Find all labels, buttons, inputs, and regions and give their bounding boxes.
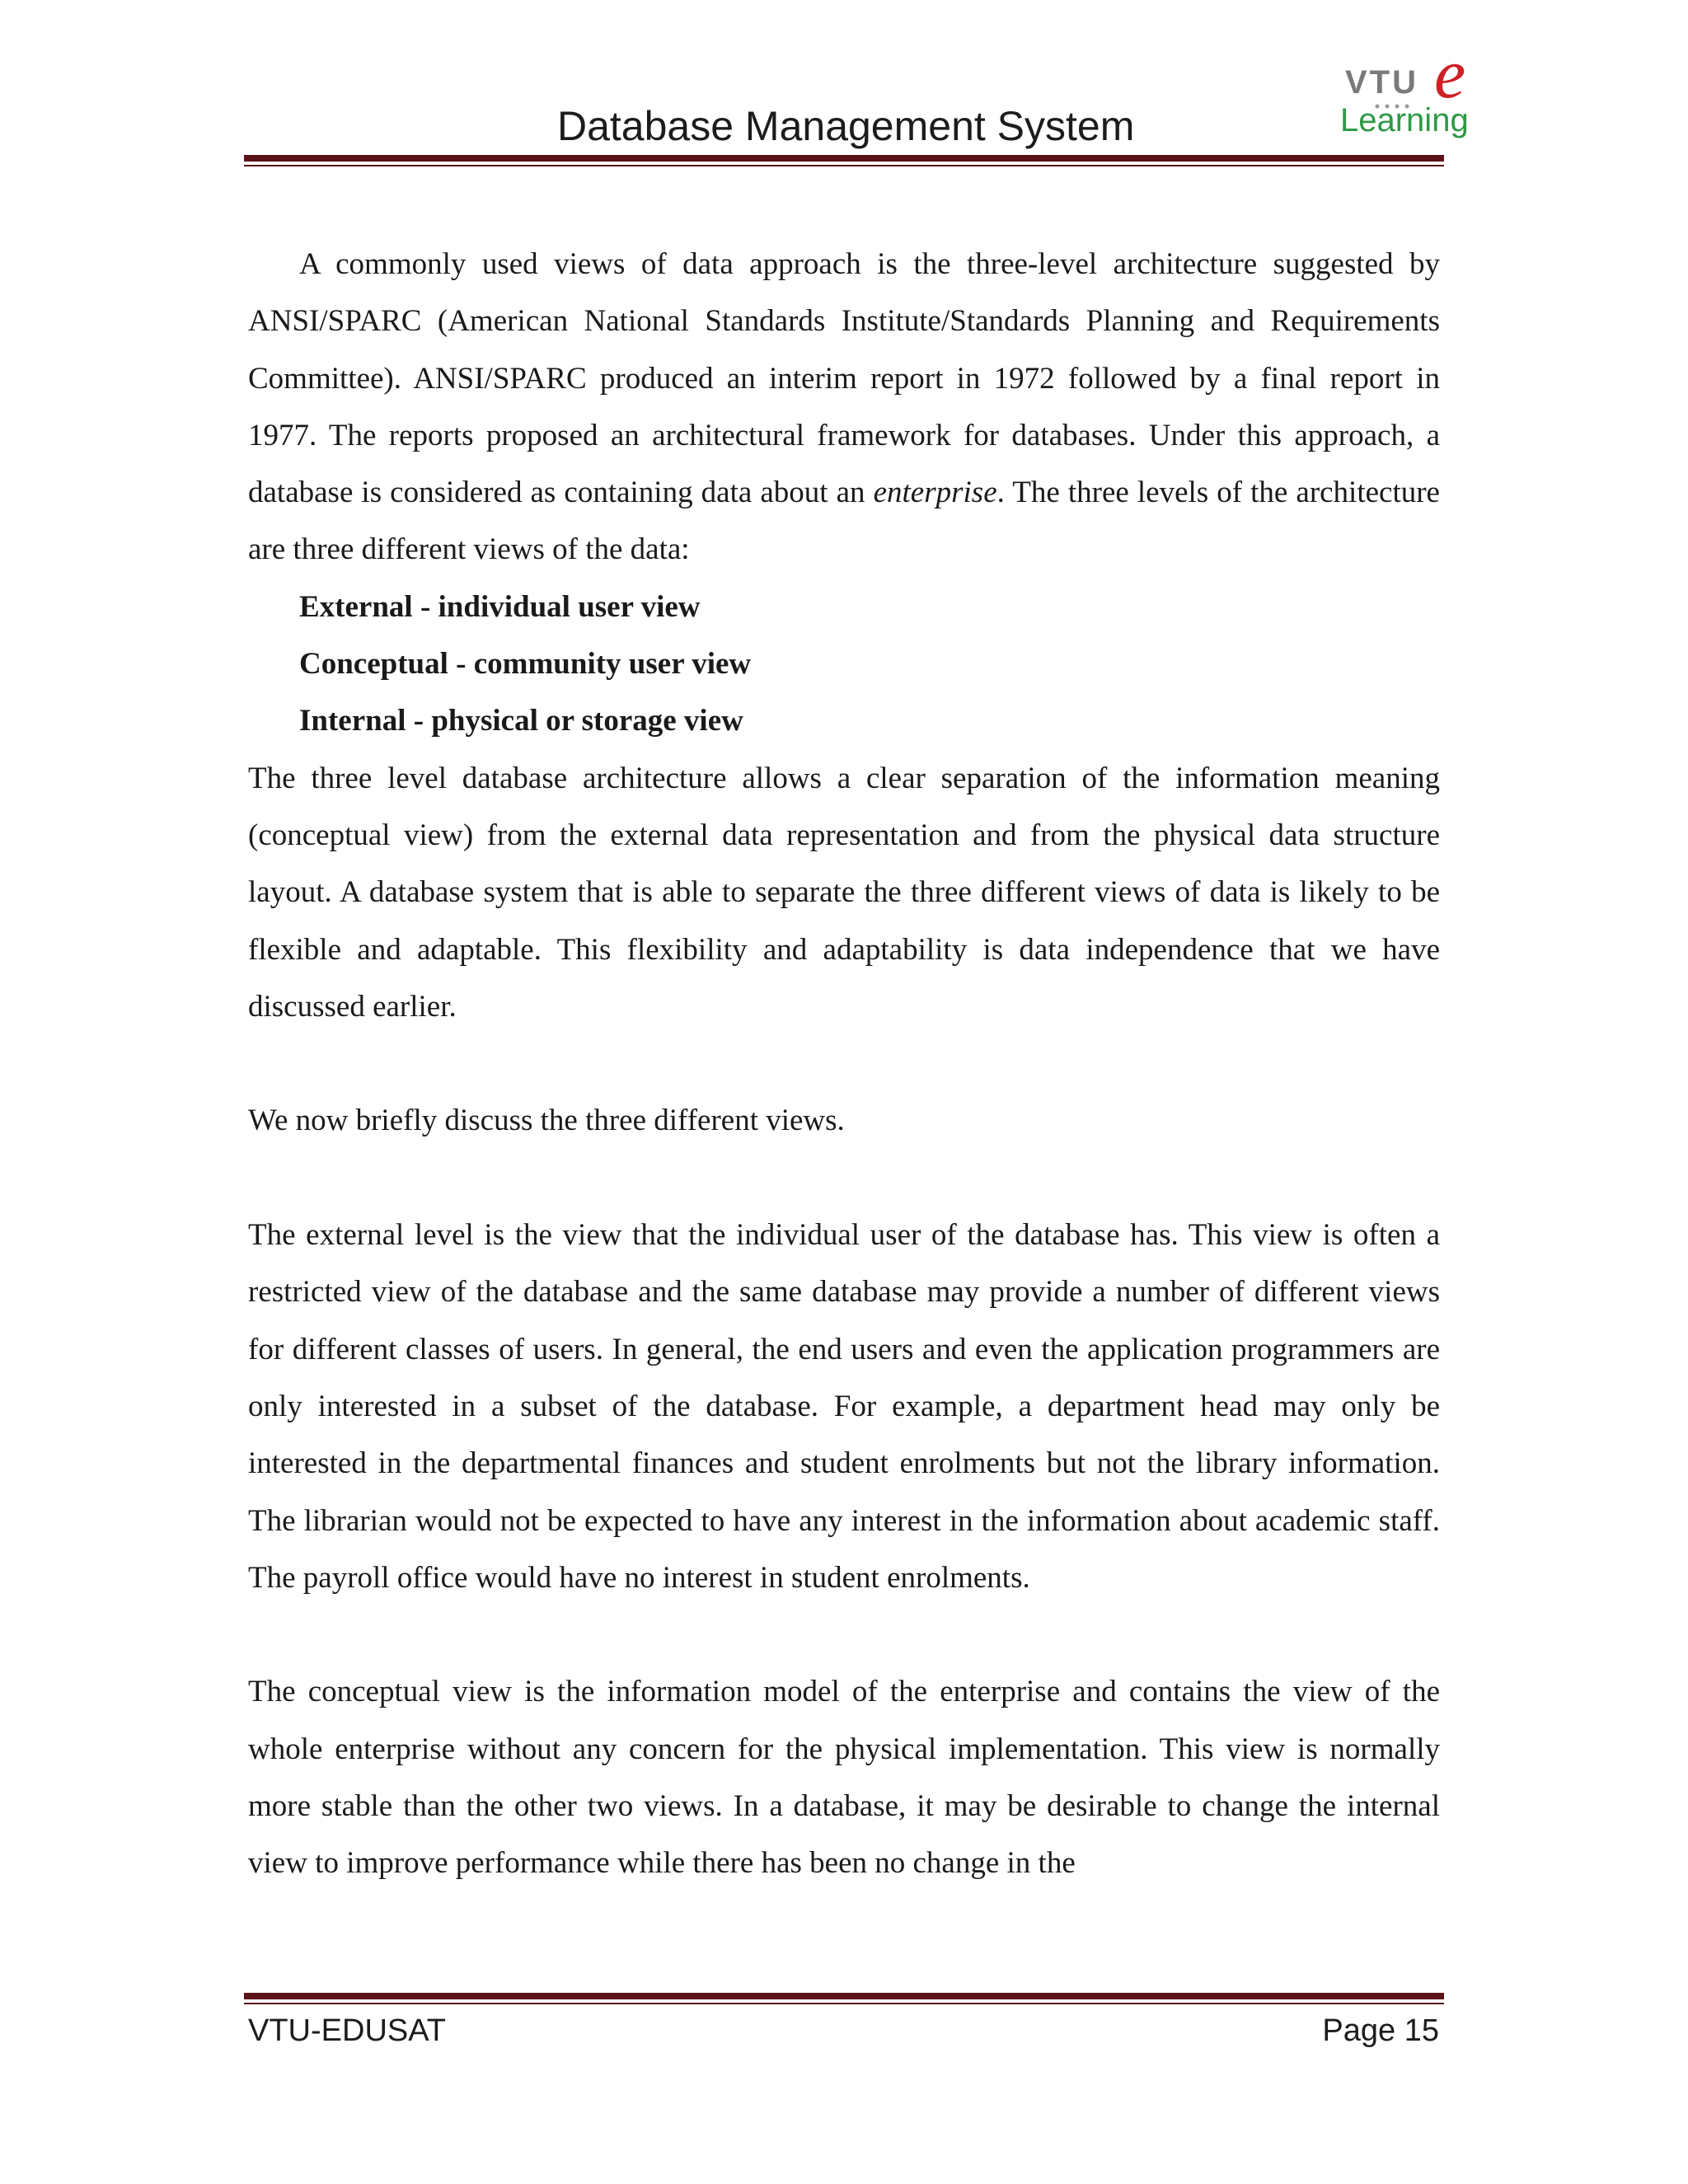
header-rule-thick bbox=[244, 155, 1444, 162]
paragraph-spacer bbox=[248, 1150, 1440, 1207]
paragraph-spacer bbox=[248, 1035, 1440, 1092]
logo-e-mark: e bbox=[1434, 34, 1466, 113]
paragraph-external-level: The external level is the view that the individual user of the database has. This view is often a restricted view of the database and the same database may provide a number of different views for different classes of users. In general, the end users and even the application programmers are only interested in a subset of the database. For example, a department head may only be interested in the departmental finances and student enrolments but not the library information. The librarian would not be expected to have any interest in the information about academic staff. The payroll office would have no interest in student enrolments. bbox=[248, 1218, 1440, 1595]
paragraph-architecture-intro: A commonly used views of data approach is the three-level architecture suggested by ANSI/SPARC (American National Standards Institute/Standards Planning and Requirements Committee). ANSI/SPARC produced an interim report in 1972 followed by a final report in 1977. The reports proposed an architectural framework for databases. Under this approach, a database is considered as containing data about an enterprise. The three levels of the architecture are three different views of the data: bbox=[248, 247, 1440, 567]
paragraph-conceptual-view: The conceptual view is the information model of the enterprise and contains the view of the whole enterprise without any concern for the physical implementation. This view is normally more stable than the other two views. In a database, it may be desirable to change the internal view to improve performance while there has been no change in the bbox=[248, 1675, 1440, 1881]
logo-learning-text: Learning bbox=[1340, 102, 1469, 138]
enterprise-term: enterprise bbox=[873, 476, 997, 510]
footer-rule-thin bbox=[244, 2003, 1444, 2004]
paragraph-discuss-views: We now briefly discuss the three different views. bbox=[248, 1104, 845, 1138]
level-external: External - individual user view bbox=[299, 589, 701, 624]
paragraph-separation: The three level database architecture allows a clear separation of the information meaning (conceptual view) from the external data representation and from the physical data structure layout. A database system that is able to separate the three different views of data is likely to be flexible and adaptable. This flexibility and adaptability is data independence that we have discussed earlier. bbox=[248, 761, 1440, 1024]
footer-rule-thick bbox=[244, 1993, 1444, 1999]
level-conceptual: Conceptual - community user view bbox=[299, 647, 752, 682]
page-header-title: Database Management System bbox=[557, 103, 1135, 149]
level-internal: Internal - physical or storage view bbox=[299, 704, 743, 738]
logo-vtu-text: VTU bbox=[1345, 64, 1418, 101]
footer-source: VTU-EDUSAT bbox=[248, 2013, 446, 2048]
paragraph-spacer bbox=[248, 1606, 1440, 1663]
footer-page-number: Page 15 bbox=[1322, 2013, 1439, 2048]
vtu-elearning-logo bbox=[1337, 34, 1510, 145]
header-rule-thin bbox=[244, 165, 1444, 166]
page-body bbox=[248, 236, 1440, 1892]
